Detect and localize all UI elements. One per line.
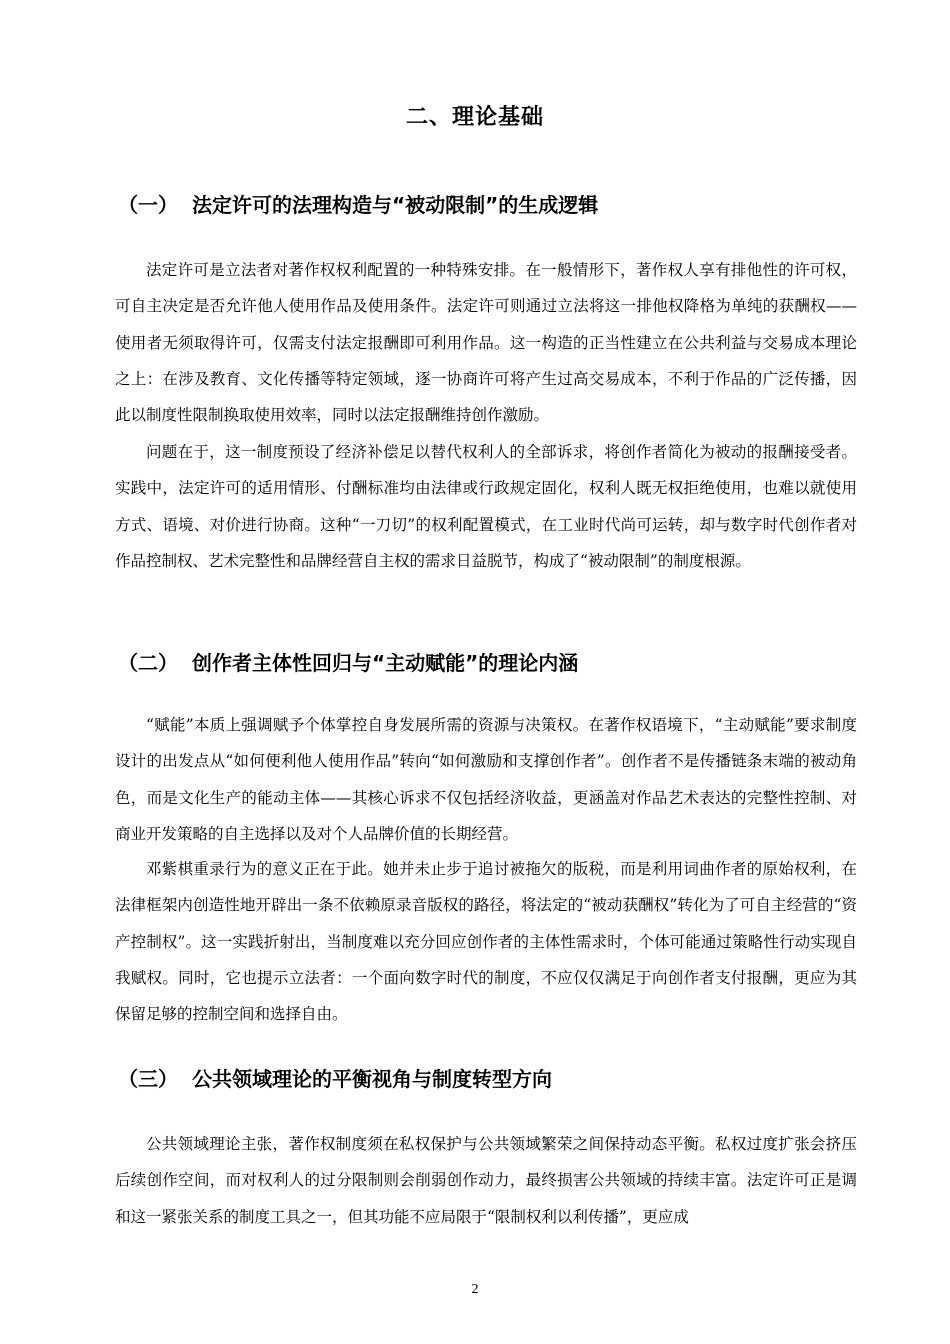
body-paragraph: 邓紫棋重录行为的意义正在于此。她并未止步于追讨被拖欠的版税，而是利用词曲作者的原始权利，在法律框架内创造性地开辟出一条不依赖原录音版权的路径，将法定的“被动获酬权”转化为了可自主经营的“资产控制权”。这一实践折射出，当制度难以充分回应创作者的主体性需求时，个体可能通过策略性行动实现自我赋权。同时，它也提示立法者：一个面向数字时代的制度，不应仅仅满足于向创作者支付报酬，更应为其保留足够的控制空间和选择自由。 (115, 860, 857, 1024)
section-number: （二） (118, 651, 178, 675)
section-number: （一） (118, 193, 178, 217)
body-paragraph: “赋能”本质上强调赋予个体掌控自身发展所需的资源与决策权。在著作权语境下，“主动赋能”要求制度设计的出发点从“如何便利他人使用作品”转向“如何激励和支撑创作者”。创作者不是传播链条末端的被动角色，而是文化生产的能动主体——其核心诉求不仅包括经济收益，更涵盖对作品艺术表达的完整性控制、对商业开发策略的自主选择以及对个人品牌价值的长期经营。 (115, 716, 857, 843)
body-paragraph: 公共领域理论主张，著作权制度须在私权保护与公共领域繁荣之间保持动态平衡。私权过度扩张会挤压后续创作空间，而对权利人的过分限制则会削弱创作动力，最终损害公共领域的持续丰富。法定许可正是调和这一紧张关系的制度工具之一，但其功能不应局限于“限制权利以利传播”，更应成 (115, 1135, 857, 1226)
section-heading-2 (118, 647, 578, 679)
section-title: 法定许可的法理构造与“被动限制”的生成逻辑 (192, 193, 599, 217)
body-paragraph: 问题在于，这一制度预设了经济补偿足以替代权利人的全部诉求，将创作者简化为被动的报酬接受者。实践中，法定许可的适用情形、付酬标准均由法律或行政规定固化，权利人既无权拒绝使用，也难以就使用方式、语境、对价进行协商。这种“一刀切”的权利配置模式，在工业时代尚可运转，却与数字时代创作者对作品控制权、艺术完整性和品牌经营自主权的需求日益脱节，构成了“被动限制”的制度根源。 (115, 443, 857, 570)
section-title: 创作者主体性回归与“主动赋能”的理论内涵 (192, 651, 579, 675)
section-title: 公共领域理论的平衡视角与制度转型方向 (192, 1067, 552, 1091)
section-number: （三） (118, 1067, 178, 1091)
chapter-title: 二、理论基础 (405, 105, 544, 130)
body-paragraph: 法定许可是立法者对著作权权利配置的一种特殊安排。在一般情形下，著作权人享有排他性的许可权，可自主决定是否允许他人使用作品及使用条件。法定许可则通过立法将这一排他权降格为单纯的获酬权——使用者无须取得许可，仅需支付法定报酬即可利用作品。这一构造的正当性建立在公共利益与交易成本理论之上：在涉及教育、文化传播等特定领域，逐一协商许可将产生过高交易成本，不利于作品的广泛传播，因此以制度性限制换取使用效率，同时以法定报酬维持创作激励。 (115, 261, 857, 425)
section-heading-1 (118, 189, 598, 221)
page-number: 2 (471, 1282, 479, 1297)
section-heading-3 (118, 1063, 552, 1095)
